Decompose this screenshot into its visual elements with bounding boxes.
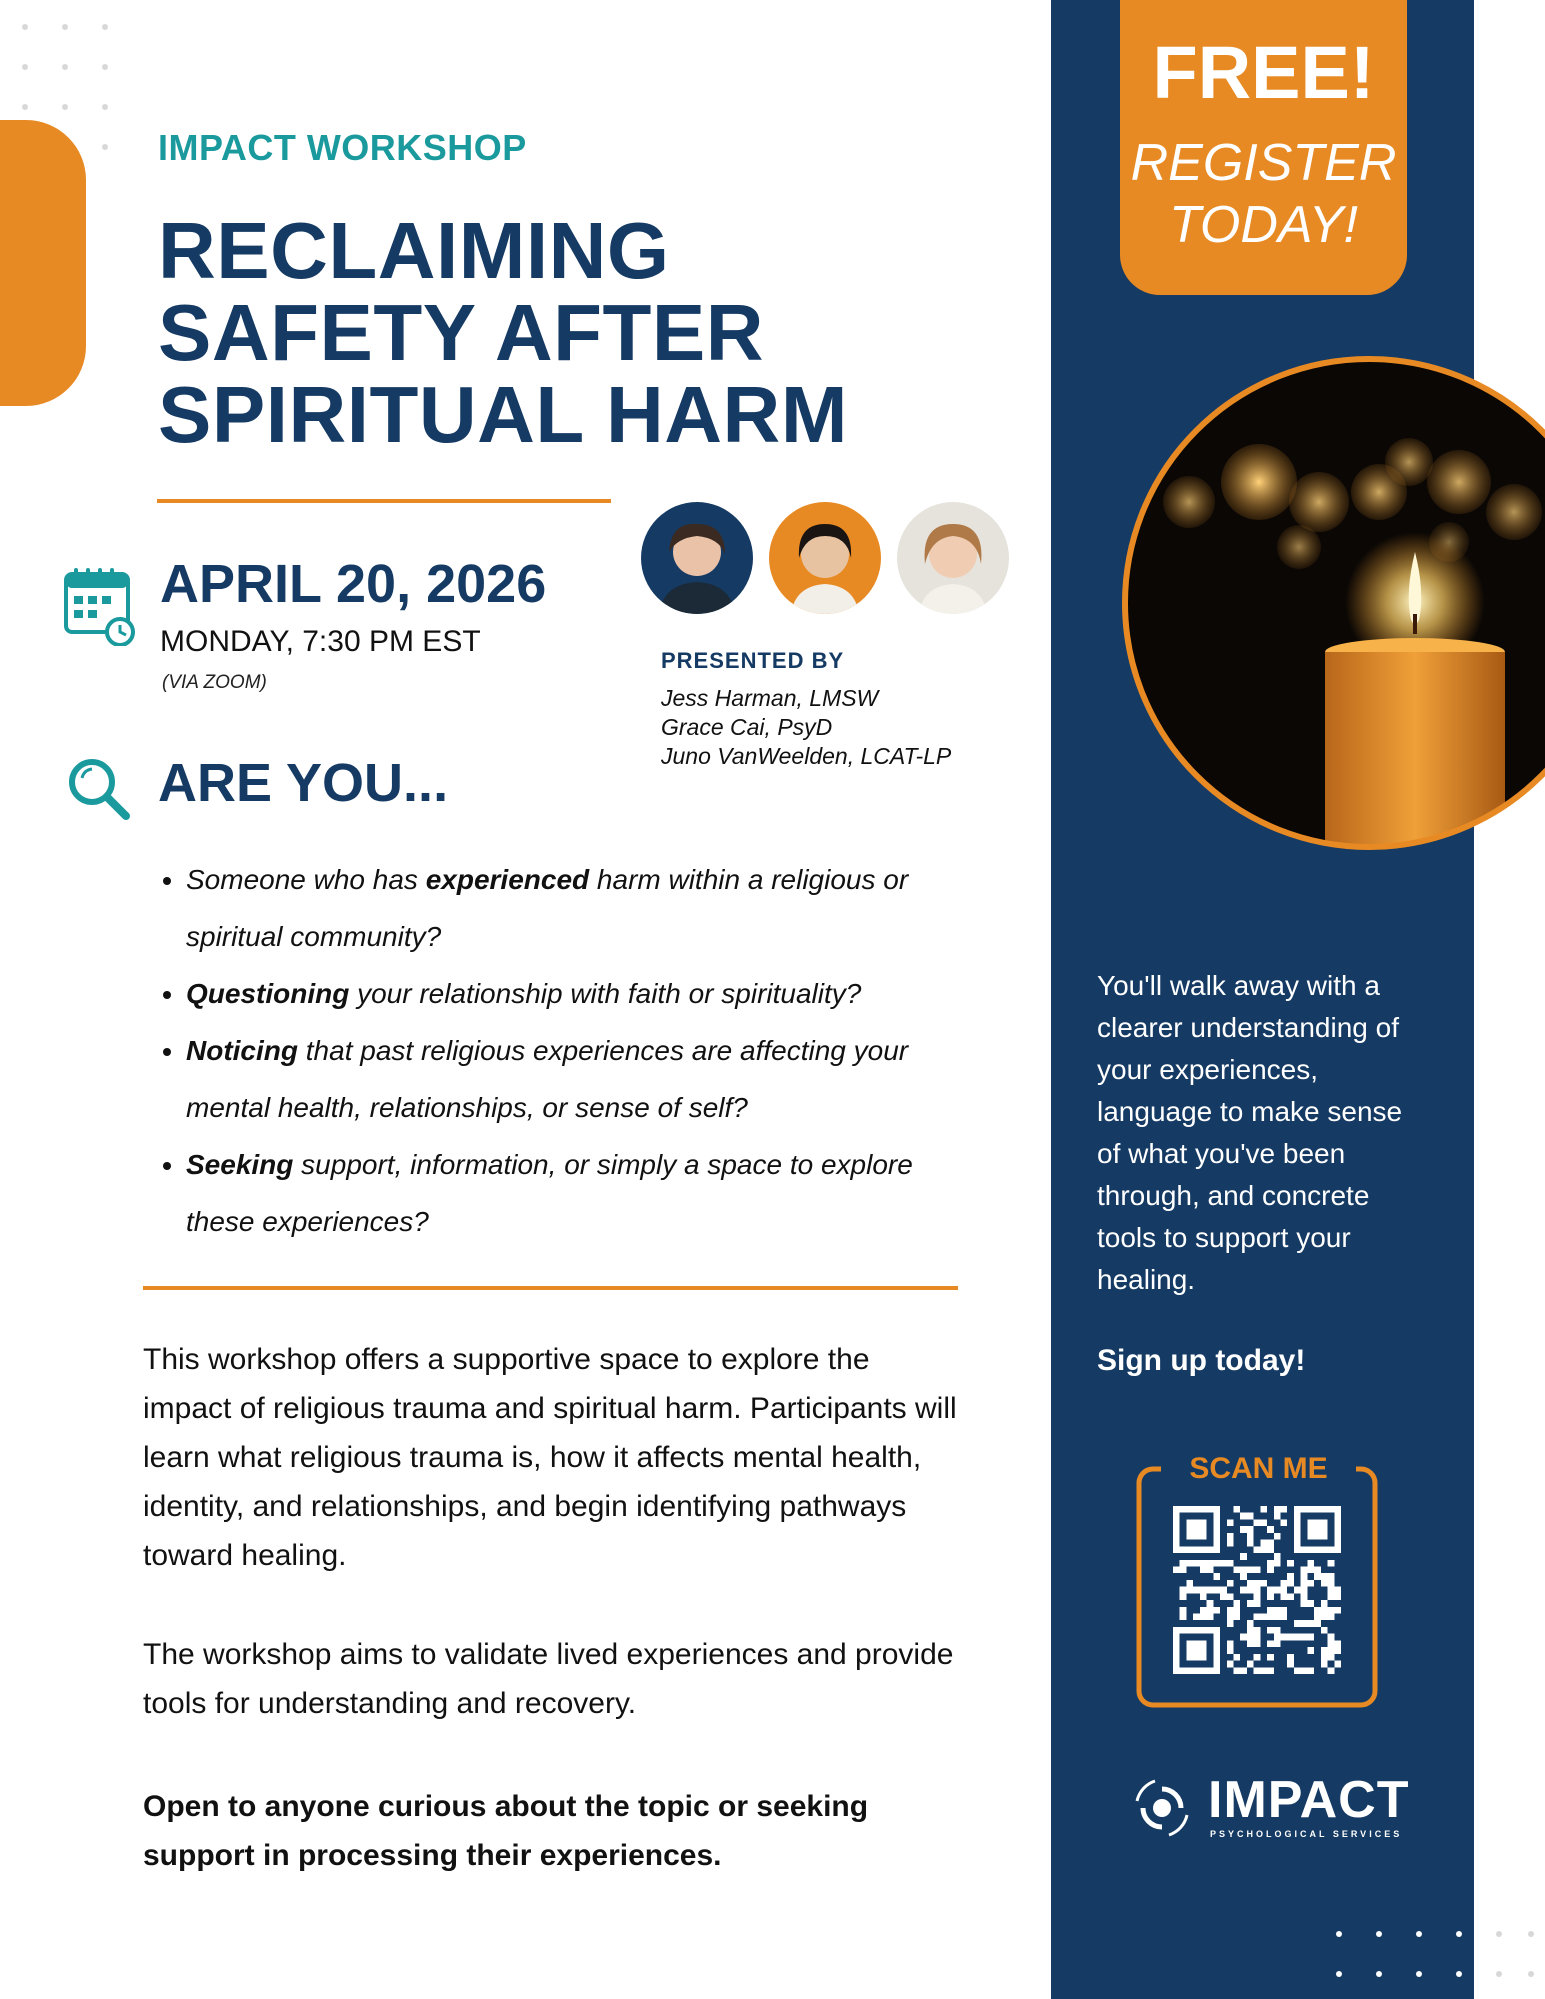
- benefits-text: You'll walk away with a clearer understanding of your experiences, language to make sense of what you've been through, and concrete tools to support your healing.: [1097, 970, 1403, 1295]
- qr-code[interactable]: [1173, 1506, 1341, 1674]
- presenter-list: [661, 684, 951, 771]
- event-time: MONDAY, 7:30 PM EST: [160, 625, 481, 658]
- description-paragraph: This workshop offers a supportive space to explore the impact of religious trauma and spiritual harm. Participants will learn what religious trauma is, how it affects mental health, identity, and relationships, and begin identifying pathways toward healing.: [143, 1343, 957, 1572]
- presented-by-heading: PRESENTED BY: [661, 648, 845, 673]
- title-line: RECLAIMING: [158, 206, 670, 295]
- impact-logo-icon: [1129, 1775, 1195, 1841]
- candle-photo: [1119, 352, 1545, 854]
- orange-tab-decoration: [0, 120, 86, 406]
- avatar: [769, 502, 881, 614]
- logo-subtitle: PSYCHOLOGICAL SERVICES: [1210, 1829, 1403, 1839]
- event-location: (VIA ZOOM): [162, 672, 267, 693]
- title-line: SPIRITUAL HARM: [158, 370, 848, 459]
- avatar: [641, 502, 753, 614]
- list-item: • Someone who has experienced harm within a religious or spiritual community?: [186, 851, 968, 965]
- title-line: SAFETY AFTER: [158, 288, 765, 377]
- presenter-name: Grace Cai, PsyD: [661, 714, 833, 740]
- presenter-name: Jess Harman, LMSW: [661, 685, 879, 711]
- audience-statement: Open to anyone curious about the topic or seeking support in processing their experiences.: [143, 1790, 869, 1872]
- event-date: APRIL 20, 2026: [160, 554, 547, 614]
- signup-cta: Sign up today!: [1097, 1344, 1306, 1377]
- magnifier-icon: [64, 754, 134, 824]
- are-you-list: [148, 851, 968, 1250]
- are-you-heading: ARE YOU...: [158, 753, 449, 813]
- kicker: IMPACT WORKSHOP: [158, 127, 527, 168]
- presenter-name: Juno VanWeelden, LCAT-LP: [661, 743, 952, 769]
- list-item: • Seeking support, information, or simply a space to explore these experiences?: [186, 1136, 968, 1250]
- divider: [157, 499, 611, 503]
- scan-me-label: SCAN ME: [1161, 1452, 1356, 1486]
- divider: [143, 1286, 958, 1290]
- register-label: REGISTER TODAY!: [1130, 134, 1397, 254]
- list-item: • Questioning your relationship with faith or spirituality?: [186, 965, 968, 1022]
- list-item: • Noticing that past religious experiences are affecting your mental health, relationships, or sense of self?: [186, 1022, 968, 1136]
- free-label: FREE!: [1152, 31, 1375, 114]
- page-title: [158, 206, 848, 459]
- logo-name: IMPACT: [1208, 1771, 1410, 1829]
- calendar-clock-icon: [64, 566, 136, 646]
- avatar: [897, 502, 1009, 614]
- description-paragraph: The workshop aims to validate lived experiences and provide tools for understanding and recovery.: [143, 1638, 954, 1720]
